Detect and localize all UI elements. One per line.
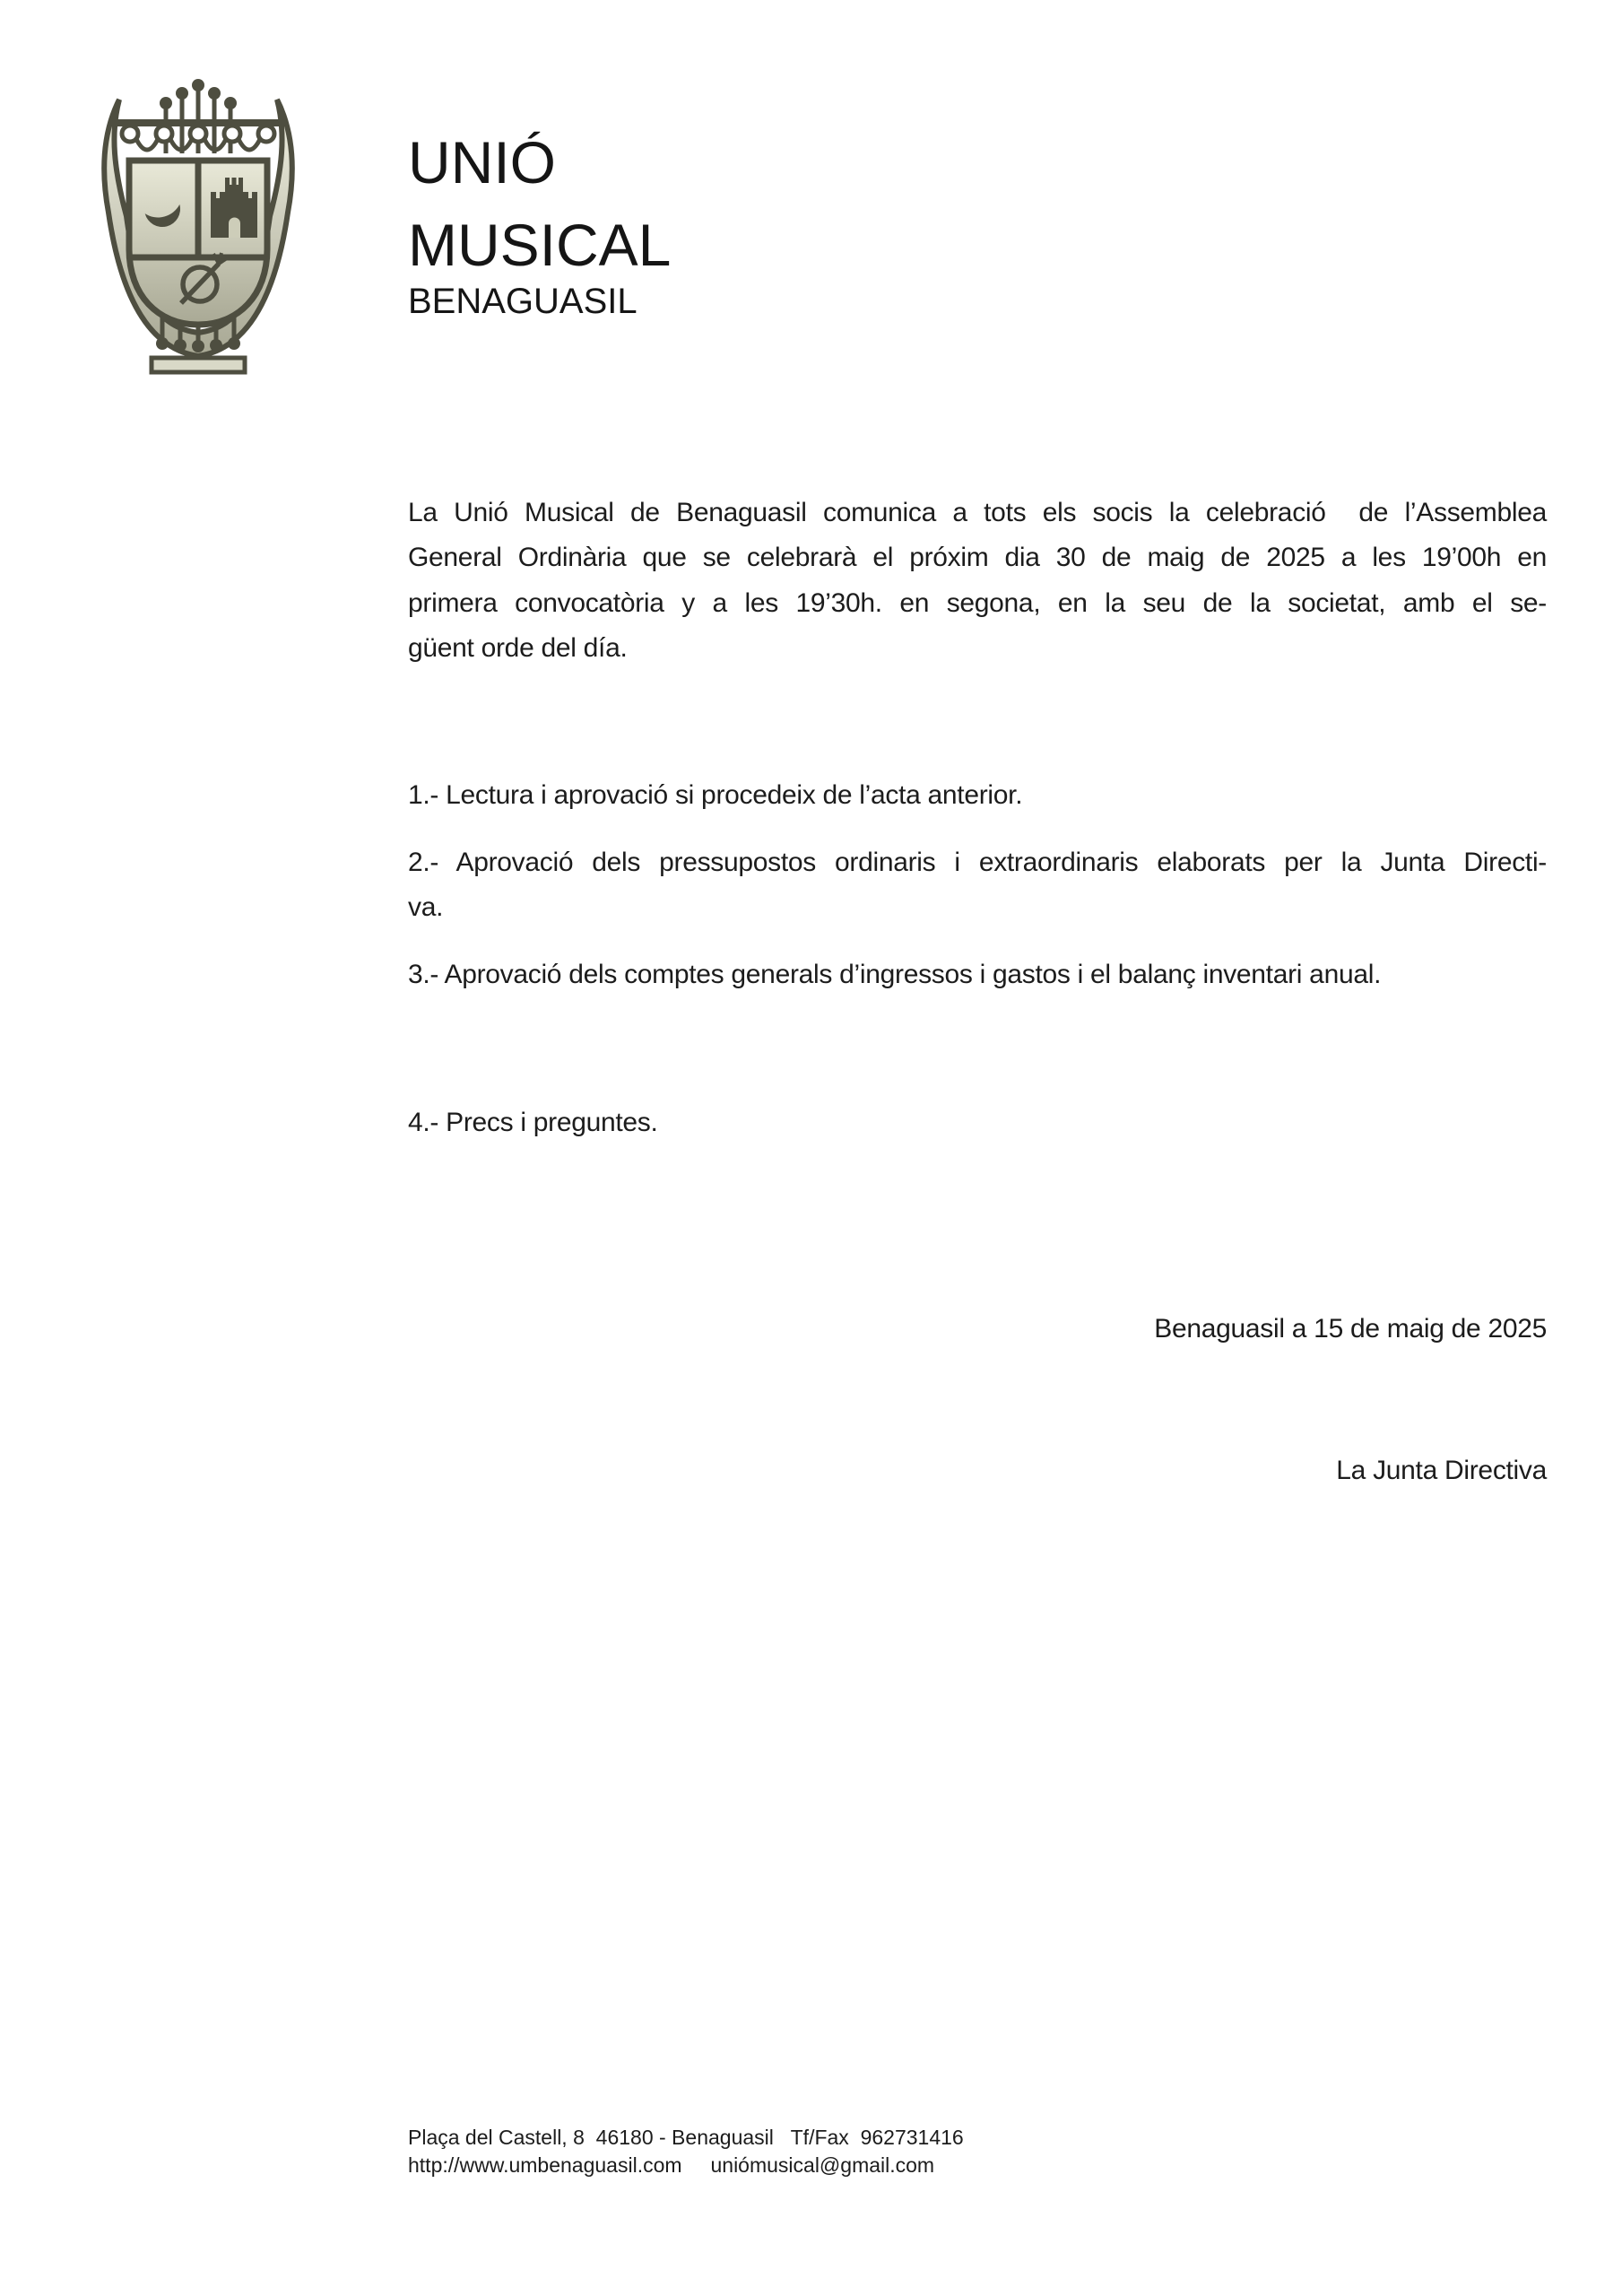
intro-line: La Unió Musical de Benaguasil comunica a tots els socis la celebració de l’Assemblea bbox=[408, 498, 1547, 527]
agenda-item-4 bbox=[408, 1100, 1547, 1145]
unio-musical-crest-logo bbox=[85, 76, 309, 377]
dateline: Benaguasil a 15 de maig de 2025 bbox=[1154, 1314, 1547, 1344]
intro-paragraph bbox=[408, 491, 1547, 671]
org-title-line-3: BENAGUASIL bbox=[408, 282, 638, 321]
org-title-line-1: UNIÓ bbox=[408, 129, 556, 196]
footer-address-line: Plaça del Castell, 8 46180 - Benaguasil Tf/Fax 962731416 bbox=[408, 2126, 964, 2149]
agenda-item-1-text: 1.- Lectura i aprovació si procedeix de l’acta anterior. bbox=[408, 780, 1023, 810]
intro-line: General Ordinària que se celebrarà el próxim dia 30 de maig de 2025 a les 19’00h en bbox=[408, 543, 1547, 573]
agenda-item-2-line-1: 2.- Aprovació dels pressupostos ordinaris i extraordinaris elaborats per la Junta Directi- bbox=[408, 848, 1547, 877]
agenda-item-2 bbox=[408, 840, 1547, 931]
intro-line: güent orde del día. bbox=[408, 632, 628, 663]
footer bbox=[408, 2124, 1394, 2179]
signature: La Junta Directiva bbox=[1336, 1456, 1547, 1485]
org-title-line-2: MUSICAL bbox=[408, 212, 672, 278]
agenda-item-3-text: 3.- Aprovació dels comptes generals d’ingressos i gastos i el balanç inventari anual. bbox=[408, 960, 1382, 989]
agenda-item-3 bbox=[408, 952, 1547, 997]
crest-shield bbox=[129, 161, 267, 325]
lyre-crest-icon bbox=[85, 76, 309, 377]
agenda-item-1 bbox=[408, 773, 1547, 818]
crest-pedestal bbox=[152, 358, 245, 372]
footer-web-email-line: http://www.umbenaguasil.com uniómusical@gmail.com bbox=[408, 2153, 935, 2177]
agenda-item-4-text: 4.- Precs i preguntes. bbox=[408, 1108, 658, 1137]
intro-line: primera convocatòria y a les 19’30h. en segona, en la seu de la societat, amb el se- bbox=[408, 587, 1547, 618]
agenda-item-2-line-2: va. bbox=[408, 892, 444, 923]
